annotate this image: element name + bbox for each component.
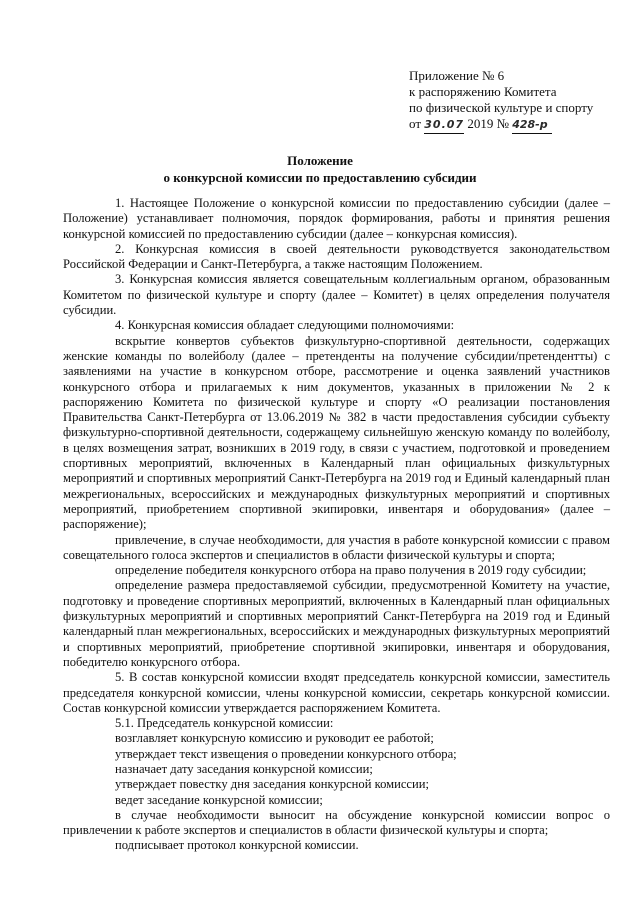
appendix-reference: к распоряжению Комитета bbox=[409, 84, 557, 99]
title-line-1: Положение bbox=[287, 153, 353, 168]
appendix-number: Приложение № 6 bbox=[409, 68, 505, 83]
chair-duty-2: утверждает текст извещения о проведении конкурсного отбора; bbox=[115, 746, 457, 761]
appendix-header bbox=[409, 68, 634, 134]
chair-duty-5: ведет заседание конкурсной комиссии; bbox=[115, 792, 323, 807]
chair-duty-3: назначает дату заседания конкурсной комиссии; bbox=[115, 761, 373, 776]
paragraph-4-item-1: вскрытие конвертов субъектов физкультурно-спортивной деятельности, содержащих женские команды по волейболу (далее – претенденты на получение субсидии/претендентты) с заявлениями на участие в конкурсном отборе, рассмотрение и оценка заявлений участников конкурсного отбора и прилагаемых к ним документов, указанных в приложении № 2 к распоряжению Комитета по физической культуре и спорту «О реализации постановления Правительства Санкт-Петербурга от 13.06.2019 № 382 в части предоставления субсидии субъекту физкультурно-спортивной деятельности, содержащему сильнейшую женскую команду по волейболу, в целях возмещения затрат, возникших в 2019 году, в связи с участием, подготовкой и проведением спортивных мероприятий, включенных в Календарный план официальных физкультурных мероприятий и спортивных мероприятий Санкт-Петербурга на 2019 год и Единый календарный план межрегиональных, всероссийских и международных физкультурных мероприятий и спортивных мероприятий, приобретением спортивной экипировки, инвентаря и оборудования» (далее – распоряжение); bbox=[63, 333, 610, 532]
appendix-date-line bbox=[409, 116, 634, 134]
appendix-committee: по физической культуре и спорту bbox=[409, 100, 594, 115]
paragraph-2: 2. Конкурсная комиссия в своей деятельности руководствуется законодательством Российской Федерации и Санкт-Петербурга, а также настоящим Положением. bbox=[63, 241, 610, 272]
handwritten-number: 428-р bbox=[512, 117, 552, 134]
paragraph-4: 4. Конкурсная комиссия обладает следующими полномочиями: bbox=[115, 318, 455, 333]
paragraph-4-item-4: определение размера предоставляемой субсидии, предусмотренной Комитету на участие, подготовку и проведение спортивных мероприятий, включенных в Календарный план официальных физкультурных мероприятий и спортивных мероприятий Санкт-Петербурга на 2019 год и Единый календарный план межрегиональных, всероссийских и международных физкультурных мероприятий и спортивных мероприятий, приобретение спортивной экипировки, инвентаря и оборудования, победителю конкурсного отбора. bbox=[63, 578, 610, 669]
chair-duty-1: возглавляет конкурсную комиссию и руководит ее работой; bbox=[115, 731, 434, 746]
paragraph-5-1: 5.1. Председатель конкурсной комиссии: bbox=[115, 716, 334, 731]
title-line-2: о конкурсной комиссии по предоставлению субсидии bbox=[163, 170, 477, 185]
paragraph-4-item-2: привлечение, в случае необходимости, для участия в работе конкурсной комиссии с правом совещательного голоса экспертов и специалистов в области физической культуры и спорта; bbox=[63, 532, 610, 562]
year-and-number-label: 2019 № bbox=[467, 116, 509, 131]
chair-duty-7: подписывает протокол конкурсной комиссии. bbox=[115, 838, 359, 853]
document-body bbox=[63, 196, 610, 854]
paragraph-3: 3. Конкурсная комиссия является совещательным коллегиальным органом, образованным Комитетом по физической культуре и спорту (далее – Комитет) в целях определения получателя субсидии. bbox=[63, 272, 610, 318]
paragraph-4-item-3: определение победителя конкурсного отбора на право получения в 2019 году субсидии; bbox=[115, 563, 587, 578]
handwritten-date: 30.07 bbox=[424, 117, 464, 134]
chair-duty-4: утверждает повестку дня заседания конкурсной комиссии; bbox=[115, 777, 429, 792]
date-prefix: от bbox=[409, 116, 422, 131]
document-title bbox=[0, 152, 640, 186]
paragraph-1: 1. Настоящее Положение о конкурсной комиссии по предоставлению субсидии (далее – Положение) устанавливает полномочия, порядок формирования, работы и принятия решения конкурсной комиссией по предоставлению субсидии (далее – конкурсная комиссия). bbox=[63, 196, 610, 241]
paragraph-5: 5. В состав конкурсной комиссии входят председатель конкурсной комиссии, заместитель председателя конкурсной комиссии, члены конкурсной комиссии, секретарь конкурсной комиссии. Состав конкурсной комиссии утверждается распоряжением Комитета. bbox=[63, 670, 610, 715]
chair-duty-6: в случае необходимости выносит на обсуждение конкурсной комиссии вопрос о привлечении к работе экспертов и специалистов в области физической культуры и спорта; bbox=[63, 807, 610, 838]
